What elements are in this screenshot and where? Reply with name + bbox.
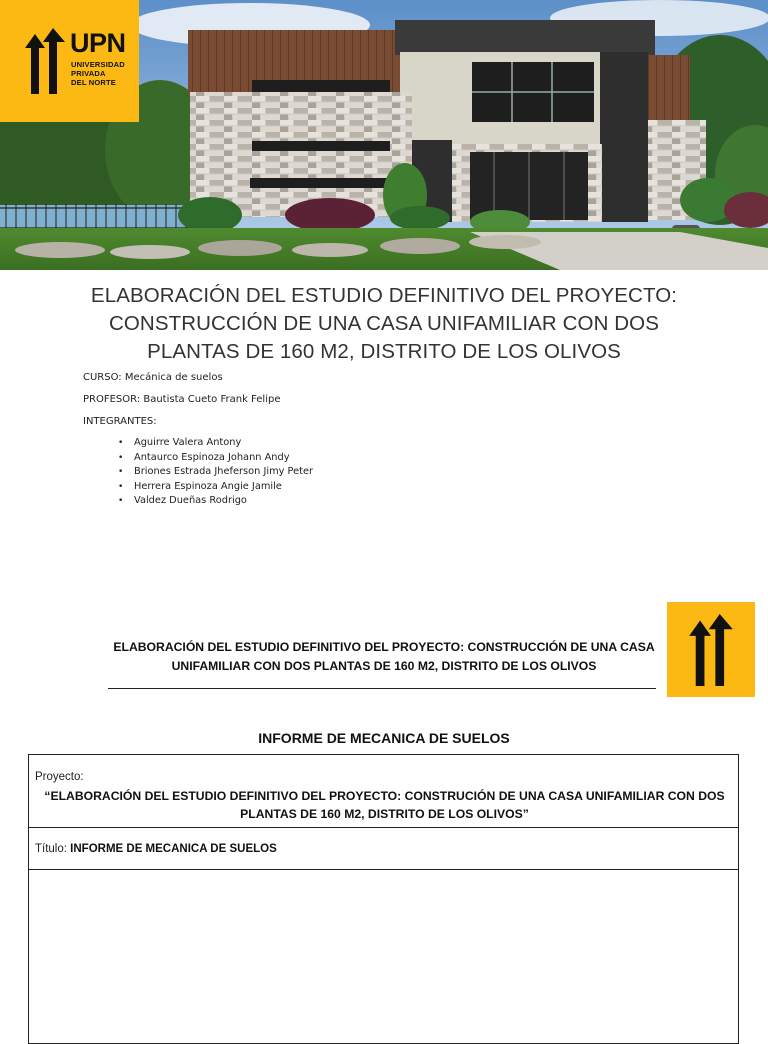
title-label: Título: <box>35 843 67 855</box>
logo-subtitle: UNIVERSIDAD PRIVADA DEL NORTE <box>71 60 125 87</box>
project-name: “ELABORACIÓN DEL ESTUDIO DEFINITIVO DEL PROYECTO: CONSTRUCIÓN DE UNA CASA UNIFAMILIAR CON DOS PLANTAS DE 160 M2, DISTRITO DE LOS OLIVOS” <box>44 789 725 821</box>
list-item: • Aguirre Valera Antony <box>118 436 313 451</box>
upn-logo-small <box>667 602 755 697</box>
cover-house-photo <box>0 0 768 270</box>
course-line: CURSO: Mecánica de suelos <box>83 372 223 383</box>
bullet-icon: • <box>118 438 124 448</box>
title-row <box>29 827 738 870</box>
project-info-table <box>28 754 739 1044</box>
list-item: • Briones Estrada Jheferson Jimy Peter <box>118 465 313 480</box>
cover-title: ELABORACIÓN DEL ESTUDIO DEFINITIVO DEL PROYECTO: CONSTRUCCIÓN DE UNA CASA UNIFAMILIAR CON DOS PLANTAS DE 160 M2, DISTRITO DE LOS OLIVOS <box>90 284 678 363</box>
project-label: Proyecto: <box>35 771 84 783</box>
logo-brand: UPN <box>70 28 126 58</box>
upn-arrows-icon <box>681 614 741 686</box>
members-list <box>118 436 313 509</box>
list-item: • Valdez Dueñas Rodrigo <box>118 494 313 509</box>
bullet-icon: • <box>118 481 124 492</box>
title-value: INFORME DE MECANICA DE SUELOS <box>70 843 277 855</box>
upn-arrows-icon <box>24 28 66 94</box>
list-item: • Antaurco Espinoza Johann Andy <box>118 451 313 466</box>
bullet-icon: • <box>118 467 124 477</box>
page2-heading: ELABORACIÓN DEL ESTUDIO DEFINITIVO DEL PROYECTO: CONSTRUCCIÓN DE UNA CASA UNIFAMILIAR CON DOS PLANTAS DE 160 M2, DISTRITO DE LOS OLIVOS <box>113 640 655 673</box>
bullet-icon: • <box>118 452 124 463</box>
project-row <box>29 755 738 828</box>
bullet-icon: • <box>118 496 124 506</box>
report-title: INFORME DE MECANICA DE SUELOS <box>258 730 510 746</box>
heading-underline <box>108 688 656 689</box>
title-field <box>35 843 277 855</box>
members-label: INTEGRANTES: <box>83 416 157 427</box>
list-item: • Herrera Espinoza Angie Jamile <box>118 480 313 495</box>
upn-logo <box>0 0 139 122</box>
professor-line: PROFESOR: Bautista Cueto Frank Felipe <box>83 394 281 405</box>
